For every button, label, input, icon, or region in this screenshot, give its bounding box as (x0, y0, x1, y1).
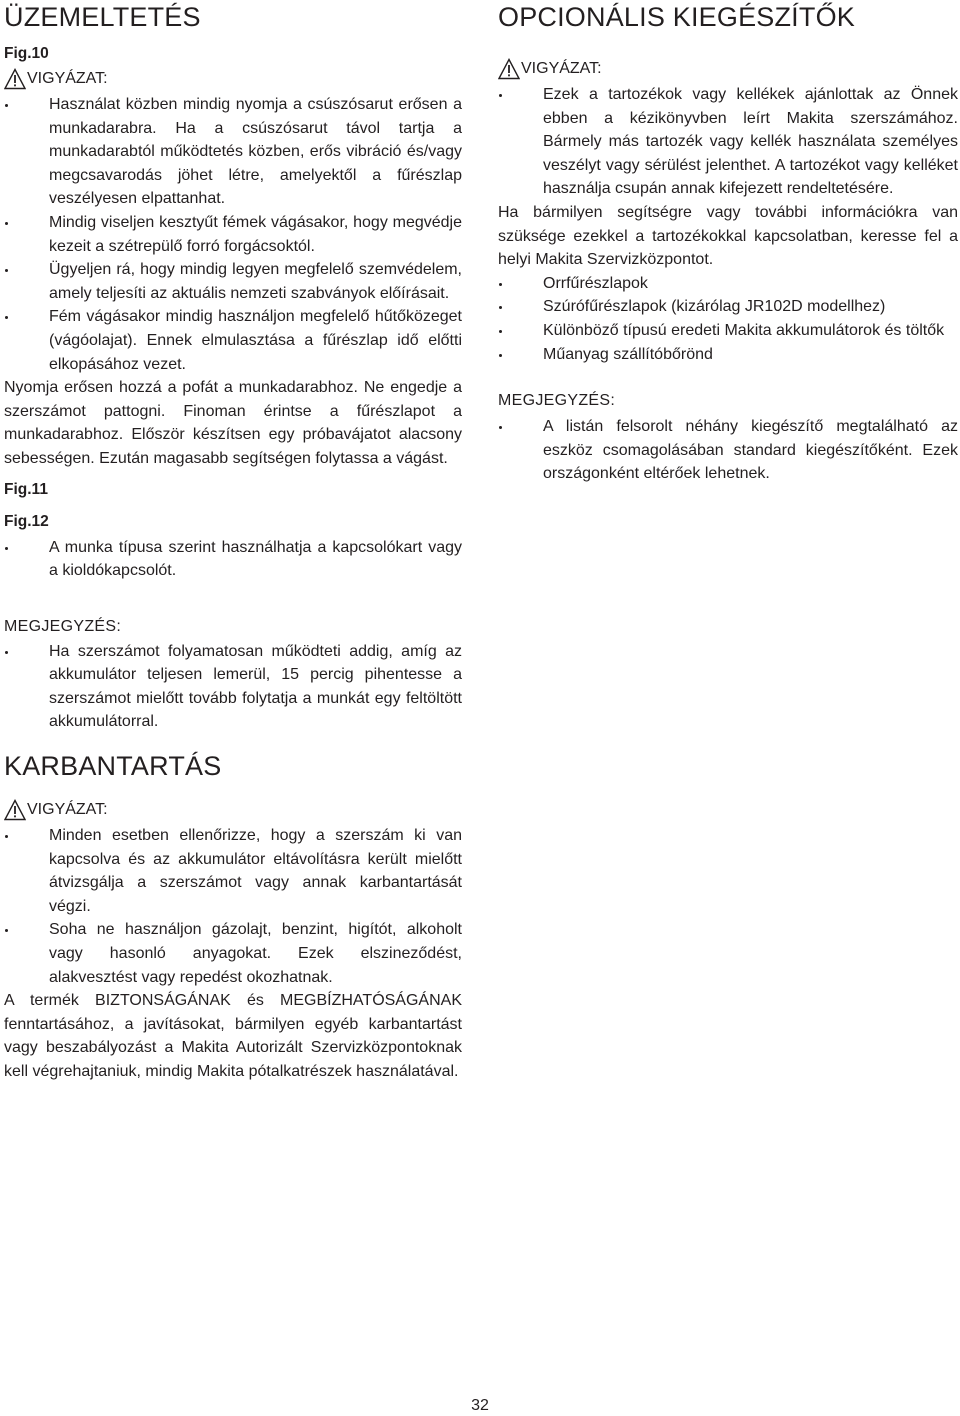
list-item: Ezek a tartozékok vagy kellékek ajánlottak az Önnek ebben a kézikönyvben leírt Makita szerszámához. Bármely más tartozék vagy kellék használata személyes veszélyt vagy sérülést jelenthet. A tartozékot vagy kelléket használja csupán annak kifejezett rendeltetésére. (498, 83, 958, 201)
accessories-list (498, 272, 958, 366)
note-list (4, 640, 462, 734)
note-heading-accessories: MEGJEGYZÉS: (498, 392, 616, 410)
list-item: Ha szerszámot folyamatosan működteti addig, amíg az akkumulátor teljesen lemerül, 15 percig pihentesse a szerszámot mielőtt tovább folytatja a munkát egy feltöltött akkumulátorral. (4, 640, 462, 734)
note-heading: MEGJEGYZÉS: (4, 617, 122, 635)
page-number: 32 (471, 1397, 489, 1414)
warning-triangle-icon (498, 58, 520, 80)
list-item: Soha ne használjon gázolajt, benzint, higítót, alkoholt vagy hasonló anyagokat. Ezek elszineződést, alakvesztést vagy repedést okozhatnak. (4, 918, 462, 989)
warning-triangle-icon (4, 799, 26, 821)
warning-list-operation (4, 93, 462, 376)
warning-label: VIGYÁZAT: (27, 801, 108, 819)
warning-label: VIGYÁZAT: (27, 70, 108, 87)
note-list-accessories (498, 415, 958, 486)
list-item: A listán felsorolt néhány kiegészítő megtalálható az eszköz csomagolásában standard kiegészítőként. Ezek országonként eltérőek lehetnek. (498, 415, 958, 486)
list-item: Különböző típusú eredeti Makita akkumulátorok és töltők (498, 319, 958, 343)
left-column (4, 0, 462, 1084)
list-item: Műanyag szállítóbőrönd (498, 343, 958, 367)
warning-label: VIGYÁZAT: (521, 60, 602, 77)
section-title-opcionalis-kiegeszitok: OPCIONÁLIS KIEGÉSZÍTŐK (498, 2, 855, 32)
accessories-paragraph: Ha bármilyen segítségre vagy további információkra van szüksége ezekkel a tartozékokkal kapcsolatban, keresse fel a helyi Makita Szervizközpontot. (498, 203, 958, 269)
fig-12-label: Fig.12 (4, 512, 49, 530)
list-item: Mindig viseljen kesztyűt fémek vágásakor, hogy megvédje kezeit a szétrepülő forró forgácsoktól. (4, 211, 462, 258)
warning-heading (4, 68, 462, 90)
list-item: Szúrófűrészlapok (kizárólag JR102D modellhez) (498, 295, 958, 319)
list-item: Minden esetben ellenőrizze, hogy a szerszám ki van kapcsolva és az akkumulátor eltávolításra került mielőtt átvizsgálja a szerszámot vagy annak karbantartását végzi. (4, 824, 462, 918)
section-title-uzemeltetes: ÜZEMELTETÉS (4, 2, 201, 32)
fig-11-label: Fig.11 (4, 480, 48, 498)
warning-list-accessories (498, 83, 958, 201)
list-item: A munka típusa szerint használhatja a kapcsolókart vagy a kioldókapcsolót. (4, 536, 462, 583)
list-item: Orrfűrészlapok (498, 272, 958, 296)
fig-10-label: Fig.10 (4, 45, 49, 62)
warning-list-maintenance (4, 824, 462, 989)
list-item: Ügyeljen rá, hogy mindig legyen megfelelő szemvédelem, amely teljesíti az aktuális nemzeti szabványok előírásait. (4, 258, 462, 305)
list-item: Fém vágásakor mindig használjon megfelelő hűtőközeget (vágóolajat). Ennek elmulasztása a fűrészlap idő előtti elkopásához vezet. (4, 305, 462, 376)
warning-heading-accessories (498, 58, 958, 80)
maintenance-paragraph: A termék BIZTONSÁGÁNAK és MEGBÍZHATÓSÁGÁNAK fenntartásához, a javításokat, bármilyen egyéb karbantartást vagy beszabályozást a Makita Autorizált Szervizközpontoknak kell végrehajtaniuk, mindig Makita pótalkatrészek használatával. (4, 992, 462, 1080)
right-column (498, 0, 958, 486)
list-item: Használat közben mindig nyomja a csúszósarut erősen a munkadarabra. Ha a csúszósarut távol tartja a munkadarabtól működtetés közben, erős vibráció és/vagy megcsavarodás jöhet létre, amelyektől a fűrészlap veszélyesen elpattanhat. (4, 93, 462, 211)
operation-paragraph: Nyomja erősen hozzá a pofát a munkadarabhoz. Ne engedje a szerszámot pattogni. Finoman érintse a fűrészlapot a munkadarabhoz. Először készítsen egy próbavájatot alacsony sebességen. Ezután magasabb segítségen folytassa a vágást. (4, 379, 462, 467)
warning-triangle-icon (4, 68, 26, 90)
section-title-karbantartas: KARBANTARTÁS (4, 751, 222, 782)
warning-heading-maintenance (4, 799, 462, 821)
fig-12-list (4, 536, 462, 583)
